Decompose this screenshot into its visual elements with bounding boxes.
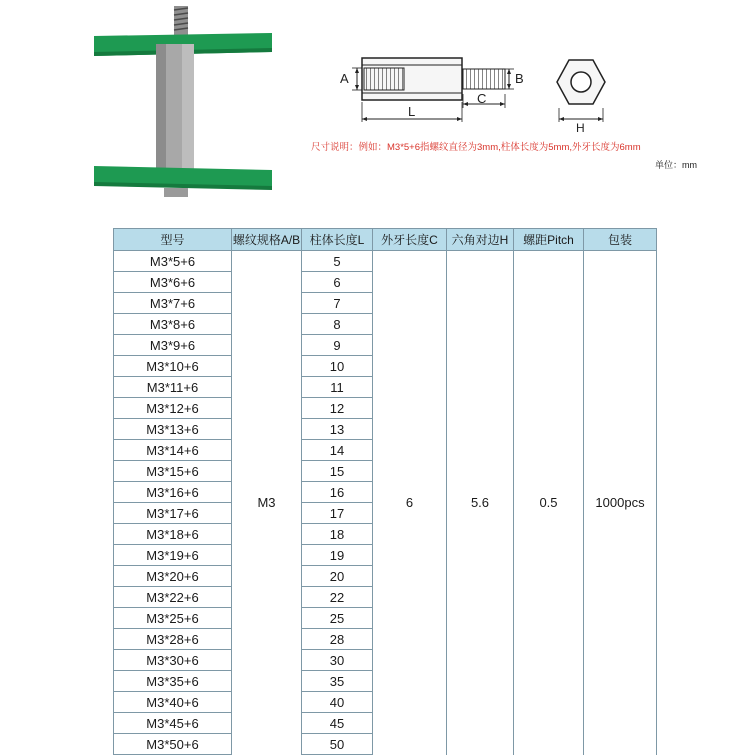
dim-label-c: C — [477, 91, 487, 106]
thread-cell: M3 — [232, 251, 302, 755]
model-cell: M3*22+6 — [114, 587, 232, 608]
model-cell: M3*35+6 — [114, 671, 232, 692]
model-cell: M3*20+6 — [114, 566, 232, 587]
body-length-cell: 19 — [302, 545, 373, 566]
model-cell: M3*7+6 — [114, 293, 232, 314]
body-length-cell: 35 — [302, 671, 373, 692]
body-length-cell: 20 — [302, 566, 373, 587]
dim-label-b: B — [515, 71, 524, 86]
body-length-cell: 30 — [302, 650, 373, 671]
spec-table-body — [114, 251, 657, 755]
pitch-cell: 0.5 — [514, 251, 584, 755]
model-cell: M3*6+6 — [114, 272, 232, 293]
body-length-cell: 45 — [302, 713, 373, 734]
model-cell: M3*14+6 — [114, 440, 232, 461]
dimension-note: 尺寸说明：例如：M3*5+6指螺纹直径为3mm,柱体长度为5mm,外牙长度为6mm — [311, 142, 641, 153]
model-cell: M3*30+6 — [114, 650, 232, 671]
body-length-cell: 40 — [302, 692, 373, 713]
body-length-cell: 14 — [302, 440, 373, 461]
diagram-external-thread — [463, 69, 505, 89]
header-model: 型号 — [114, 229, 232, 251]
header-thread: 螺纹规格A/B — [232, 229, 302, 251]
unit-label — [655, 158, 697, 171]
model-cell: M3*12+6 — [114, 398, 232, 419]
body-length-cell: 18 — [302, 524, 373, 545]
body-length-cell: 25 — [302, 608, 373, 629]
hex-standoff-body — [156, 44, 194, 174]
model-cell: M3*5+6 — [114, 251, 232, 272]
body-length-cell: 50 — [302, 734, 373, 755]
body-length-cell: 10 — [302, 356, 373, 377]
hex-nut — [164, 188, 188, 197]
model-cell: M3*16+6 — [114, 482, 232, 503]
packaging-cell: 1000pcs — [584, 251, 657, 755]
body-length-cell: 5 — [302, 251, 373, 272]
body-length-cell: 15 — [302, 461, 373, 482]
model-cell: M3*10+6 — [114, 356, 232, 377]
model-cell: M3*8+6 — [114, 314, 232, 335]
header-external-length: 外牙长度C — [373, 229, 447, 251]
spec-table — [113, 228, 657, 755]
body-length-cell: 11 — [302, 377, 373, 398]
thread-stud — [174, 6, 188, 38]
header-packaging: 包装 — [584, 229, 657, 251]
model-cell: M3*45+6 — [114, 713, 232, 734]
model-cell: M3*11+6 — [114, 377, 232, 398]
model-cell: M3*50+6 — [114, 734, 232, 755]
unit-prefix: 单位： — [655, 160, 683, 170]
table-header-row — [114, 229, 657, 251]
body-length-cell: 8 — [302, 314, 373, 335]
dim-label-l: L — [408, 104, 416, 119]
body-length-cell: 6 — [302, 272, 373, 293]
model-cell: M3*18+6 — [114, 524, 232, 545]
body-length-cell: 9 — [302, 335, 373, 356]
model-cell: M3*9+6 — [114, 335, 232, 356]
body-length-cell: 28 — [302, 629, 373, 650]
model-cell: M3*17+6 — [114, 503, 232, 524]
body-length-cell: 13 — [302, 419, 373, 440]
model-cell: M3*13+6 — [114, 419, 232, 440]
body-length-cell: 12 — [302, 398, 373, 419]
dim-label-h: H — [576, 121, 585, 135]
header-pitch: 螺距Pitch — [514, 229, 584, 251]
hex-width-cell: 5.6 — [447, 251, 514, 755]
unit-value: mm — [682, 160, 698, 170]
body-length-cell: 16 — [302, 482, 373, 503]
model-cell: M3*15+6 — [114, 461, 232, 482]
model-cell: M3*40+6 — [114, 692, 232, 713]
header-body-length: 柱体长度L — [302, 229, 373, 251]
dimension-diagram — [330, 50, 620, 135]
table-row — [114, 251, 657, 272]
dim-label-a: A — [340, 71, 349, 86]
product-illustration — [88, 0, 278, 200]
model-cell: M3*28+6 — [114, 629, 232, 650]
external-length-cell: 6 — [373, 251, 447, 755]
model-cell: M3*19+6 — [114, 545, 232, 566]
body-length-cell: 7 — [302, 293, 373, 314]
header-hex-width: 六角对边H — [447, 229, 514, 251]
body-length-cell: 17 — [302, 503, 373, 524]
body-length-cell: 22 — [302, 587, 373, 608]
model-cell: M3*25+6 — [114, 608, 232, 629]
